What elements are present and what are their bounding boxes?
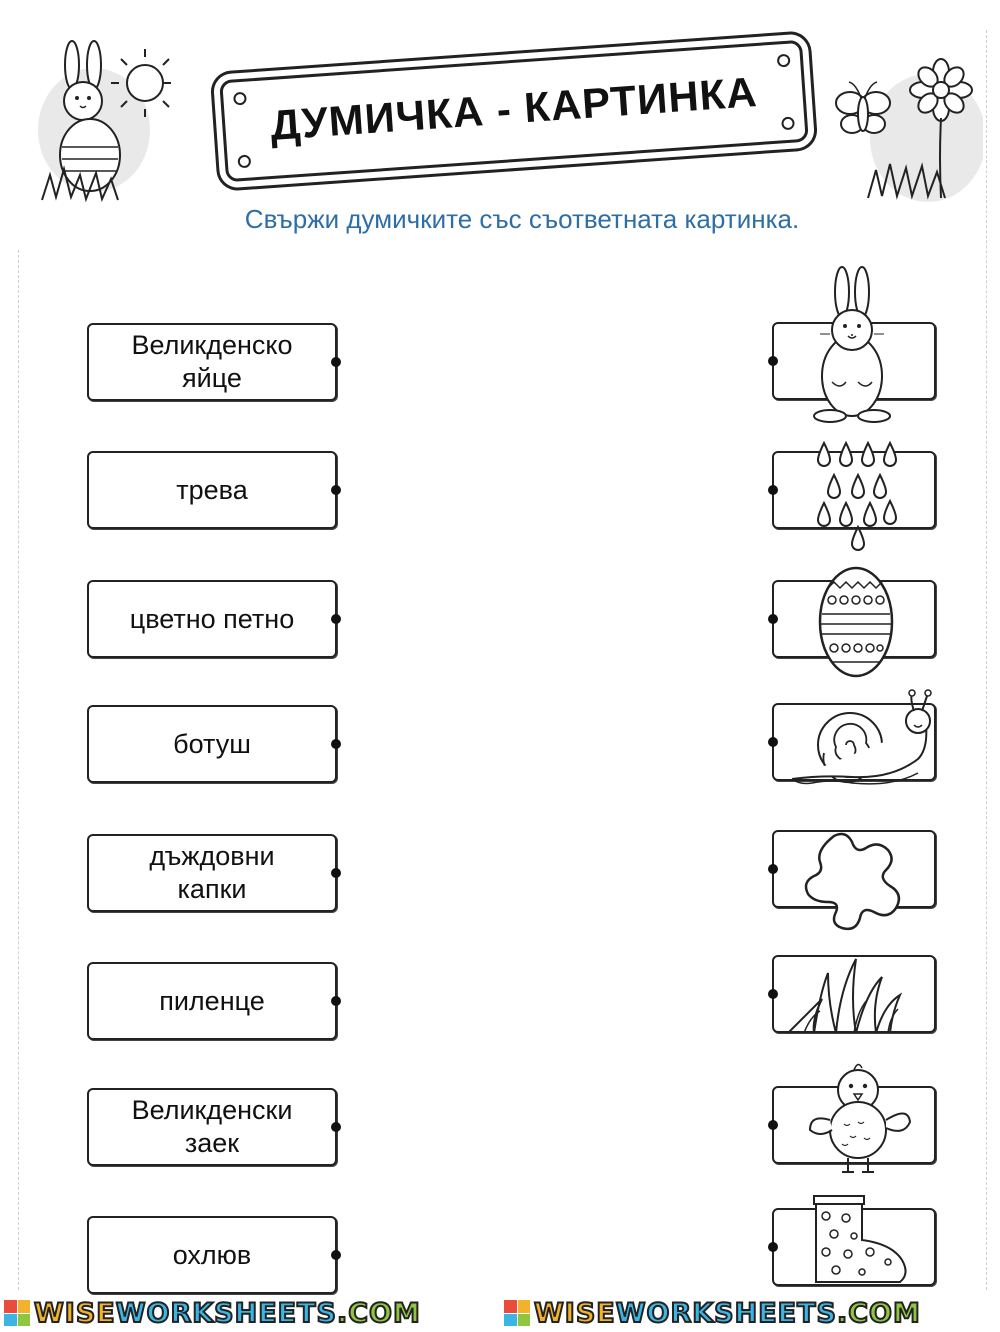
connector-dot[interactable] — [331, 1122, 341, 1132]
page-title: ДУМИЧКА - КАРТИНКА — [268, 68, 759, 149]
picture-box-bunny[interactable] — [772, 322, 936, 400]
word-label: дъждовни капки — [149, 841, 275, 904]
brand-watermark — [4, 1297, 421, 1329]
connector-dot[interactable] — [768, 356, 778, 366]
picture-box-grass[interactable] — [772, 955, 936, 1033]
connector-dot[interactable] — [331, 357, 341, 367]
footer-brand-strip — [0, 1295, 1000, 1332]
connector-dot[interactable] — [768, 614, 778, 624]
connector-dot[interactable] — [768, 989, 778, 999]
rivet-icon — [781, 116, 795, 130]
word-box-easter-egg[interactable] — [87, 323, 337, 401]
brand-watermark — [504, 1297, 921, 1329]
word-box-paint-splat[interactable] — [87, 580, 337, 658]
instruction-text: Свържи думичките със съответната картинка. — [244, 204, 800, 234]
chick-icon — [804, 1058, 924, 1178]
brand-text: WISEWORKSHEETS.COM — [34, 1297, 421, 1329]
grass-icon — [784, 953, 924, 1035]
word-box-chick[interactable] — [87, 962, 337, 1040]
word-label: Великденски заек — [131, 1095, 293, 1158]
connector-dot[interactable] — [331, 1250, 341, 1260]
connector-dot[interactable] — [768, 1120, 778, 1130]
word-box-easter-bunny[interactable] — [87, 1088, 337, 1166]
connector-dot[interactable] — [768, 1242, 778, 1252]
paint-splat-icon — [794, 826, 914, 926]
word-label: охлюв — [172, 1239, 252, 1270]
connector-dot[interactable] — [768, 485, 778, 495]
picture-box-boot[interactable] — [772, 1208, 936, 1286]
word-label: цветно петно — [129, 603, 295, 634]
word-box-grass[interactable] — [87, 451, 337, 529]
picture-box-chick[interactable] — [772, 1086, 936, 1164]
word-box-snail[interactable] — [87, 1216, 337, 1294]
word-label: пиленце — [159, 985, 265, 1016]
connector-dot[interactable] — [331, 739, 341, 749]
word-label: ботуш — [173, 728, 251, 759]
word-box-raindrops[interactable] — [87, 834, 337, 912]
connector-dot[interactable] — [331, 614, 341, 624]
bunny-icon — [804, 264, 904, 424]
word-label: трева — [176, 474, 248, 505]
title-plate — [219, 40, 809, 182]
word-box-boot[interactable] — [87, 705, 337, 783]
word-label: Великденско яйце — [131, 330, 293, 393]
connector-dot[interactable] — [768, 864, 778, 874]
connector-dot[interactable] — [331, 485, 341, 495]
brand-logo-icon — [504, 1300, 530, 1326]
connector-dot[interactable] — [768, 737, 778, 747]
connector-dot[interactable] — [331, 996, 341, 1006]
raindrops-icon — [814, 441, 904, 551]
brand-logo-icon — [4, 1300, 30, 1326]
boot-icon — [804, 1192, 924, 1292]
picture-box-snail[interactable] — [772, 703, 936, 781]
picture-box-raindrops[interactable] — [772, 451, 936, 529]
page-border-left — [18, 250, 19, 1290]
rivet-icon — [237, 154, 251, 168]
snail-icon — [788, 689, 948, 789]
bunny-egg-decoration-icon — [32, 35, 172, 205]
brand-text: WISEWORKSHEETS.COM — [534, 1297, 921, 1329]
picture-box-easter-egg[interactable] — [772, 580, 936, 658]
connector-dot[interactable] — [331, 868, 341, 878]
butterfly-flower-decoration-icon — [828, 58, 983, 203]
easter-egg-icon — [816, 562, 896, 682]
picture-box-paint-splat[interactable] — [772, 830, 936, 908]
